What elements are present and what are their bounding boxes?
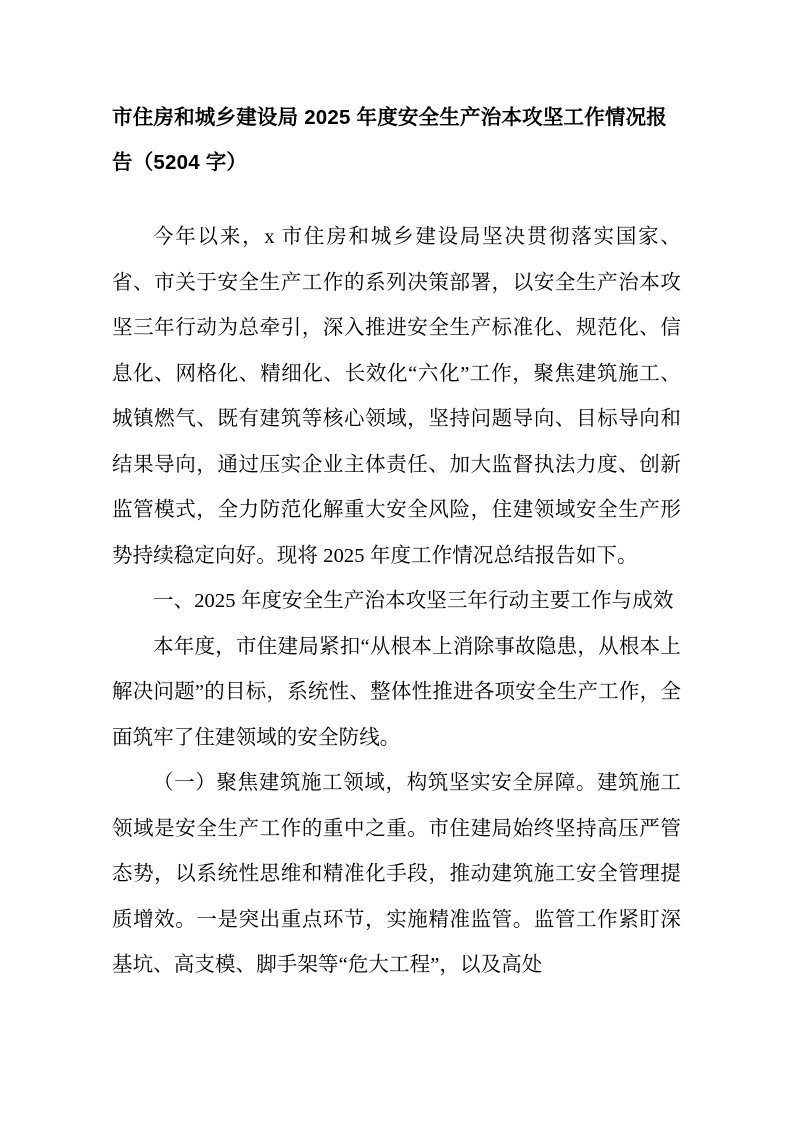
paragraph-2: 本年度，市住建局紧扣“从根本上消除事故隐患，从根本上解决问题”的目标，系统性、整体性推进各项安全生产工作，全面筑牢了住建领域的安全防线。 [112, 635, 681, 749]
section-heading-1: 一、2025 年度安全生产治本攻坚三年行动主要工作与成效 [153, 590, 674, 612]
paragraph-1: 今年以来，x 市住房和城乡建设局坚决贯彻落实国家、省、市关于安全生产工作的系列决策部署，以安全生产治本攻坚三年行动为总牵引，深入推进安全生产标准化、规范化、信息化、网格化、精细化、长效化“六化”工作，聚焦建筑施工、城镇燃气、既有建筑等核心领域，坚持问题导向、目标导向和结果导向，通过压实企业主体责任、加大监督执法力度、创新监管模式，全力防范化解重大安全风险，住建领域安全生产形势持续稳定向好。现将 2025 年度工作情况总结报告如下。 [112, 226, 681, 567]
page-title: 市住房和城乡建设局 2025 年度安全生产治本攻坚工作情况报告（5204 字） [112, 106, 667, 174]
document-body [112, 215, 681, 989]
paragraph-3: （一）聚焦建筑施工领域，构筑坚实安全屏障。建筑施工领域是安全生产工作的重中之重。市住建局始终坚持高压严管态势，以系统性思维和精准化手段，推动建筑施工安全管理提质增效。一是突出重点环节，实施精准监管。监管工作紧盯深基坑、高支模、脚手架等“危大工程”，以及高处 [112, 772, 681, 976]
